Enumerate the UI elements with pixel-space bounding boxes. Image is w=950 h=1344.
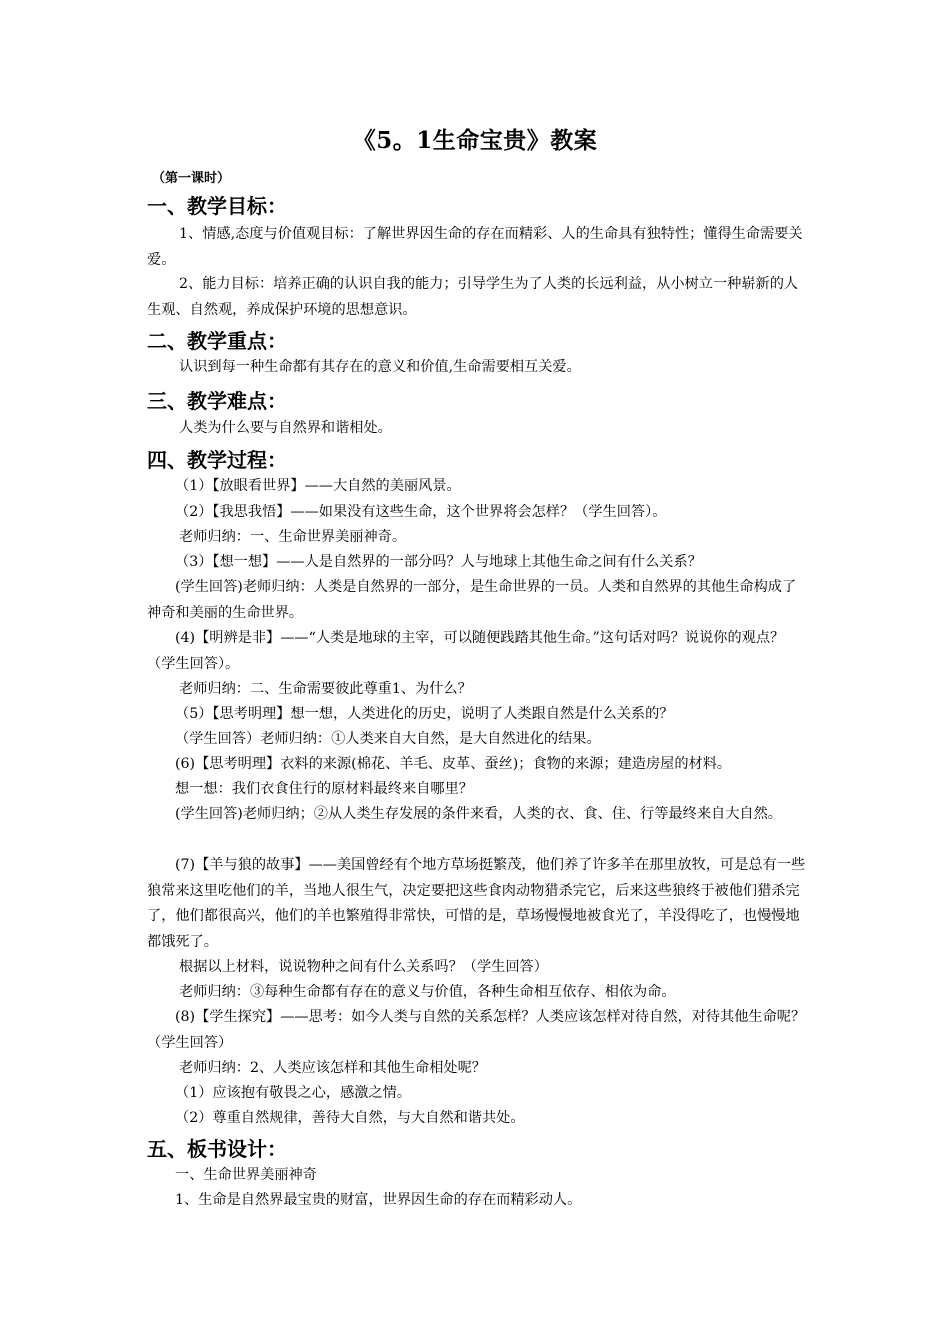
process-summary-3: 老师归纳：③每种生命都有存在的意义与价值，各种生命相互依存、相依为命。 <box>179 984 676 1000</box>
process-think-6: 想一想：我们衣食住行的原材料最终来自哪里？ <box>175 781 473 797</box>
process-step-4: (4)【明辨是非】——“人类是地球的主宰，可以随便践踏其他生命。”这句话对吗？说说你的观点？（学生回答）。 <box>147 630 785 672</box>
board-line-1: 一、生命世界美丽神奇 <box>175 1167 317 1183</box>
key-point-text: 认识到每一种生命都有其存在的意义和价值,生命需要相互关爱。 <box>179 359 581 375</box>
process-answer-6: (学生回答)老师归纳；②从人类生存发展的条件来看，人类的衣、食、住、行等最终来自大自然。 <box>175 806 782 822</box>
goal-ability: 2、能力目标：培养正确的认识自我的能力；引导学生为了人类的长远利益，从小树立一种崭新的人生观、自然观，养成保护环境的思想意识。 <box>147 276 799 318</box>
process-step-8: (8)【学生探究】——思考：如今人类与自然的关系怎样？人类应该怎样对待自然，对待其他生命呢？（学生回答） <box>147 1009 806 1051</box>
lesson-period: （第一课时） <box>152 171 231 186</box>
process-summary-1: 老师归纳：一、生命世界美丽神奇。 <box>179 529 407 545</box>
heading-key-points: 二、教学重点： <box>147 329 287 353</box>
process-answer-5: （学生回答）老师归纳：①人类来自大自然，是大自然进化的结果。 <box>175 731 601 747</box>
heading-difficulties: 三、教学难点： <box>147 389 287 413</box>
process-question-7: 根据以上材料，说说物种之间有什么关系吗？（学生回答） <box>179 959 548 975</box>
heading-board-design: 五、板书设计： <box>147 1137 287 1161</box>
process-step-5: （5）【思考明理】想一想，人类进化的历史，说明了人类跟自然是什么关系的？ <box>175 706 674 722</box>
process-summary-2: 老师归纳：二、生命需要彼此尊重1、为什么？ <box>179 681 472 697</box>
process-step-7-story: (7)【羊与狼的故事】——美国曾经有个地方草场挺繁茂，他们养了许多羊在那里放牧，可是总有一些狼常来这里吃他们的羊，当地人很生气，决定要把这些食肉动物猎杀完它，后来这些狼终于被他们猎杀完了，他们都很高兴，他们的羊也繁殖得非常快，可惜的是，草场慢慢地被食光了，羊没得吃了，也慢慢地都饿死了。 <box>147 857 806 950</box>
goal-emotion: 1、情感,态度与价值观目标：了解世界因生命的存在而精彩、人的生命具有独特性；懂得生命需要关爱。 <box>147 226 803 268</box>
board-line-2: 1、生命是自然界最宝贵的财富，世界因生命的存在而精彩动人。 <box>175 1192 582 1208</box>
process-point-1: （1）应该抱有敬畏之心，感激之情。 <box>175 1085 412 1101</box>
heading-process: 四、教学过程： <box>147 448 287 472</box>
process-point-2: （2）尊重自然规律，善待大自然，与大自然和谐共处。 <box>175 1110 525 1126</box>
process-answer-3: (学生回答)老师归纳：人类是自然界的一部分，是生命世界的一员。人类和自然界的其他生命构成了神奇和美丽的生命世界。 <box>147 579 797 621</box>
process-step-6: (6)【思考明理】衣料的来源(棉花、羊毛、皮革、蚕丝)；食物的来源；建造房屋的材料。 <box>175 756 732 772</box>
process-step-2: （2）【我思我悟】——如果没有这些生命，这个世界将会怎样？（学生回答）。 <box>175 504 667 520</box>
difficulty-text: 人类为什么要与自然界和谐相处。 <box>179 420 392 436</box>
process-step-3: （3）【想一想】——人是自然界的一部分吗？人与地球上其他生命之间有什么关系？ <box>175 554 702 570</box>
process-step-1: （1）【放眼看世界】——大自然的美丽风景。 <box>175 478 461 494</box>
process-summary-4: 老师归纳：2、人类应该怎样和其他生命相处呢？ <box>179 1060 486 1076</box>
heading-teaching-goals: 一、教学目标： <box>147 194 287 218</box>
document-title: 《5。1生命宝贵》教案 <box>352 127 598 154</box>
